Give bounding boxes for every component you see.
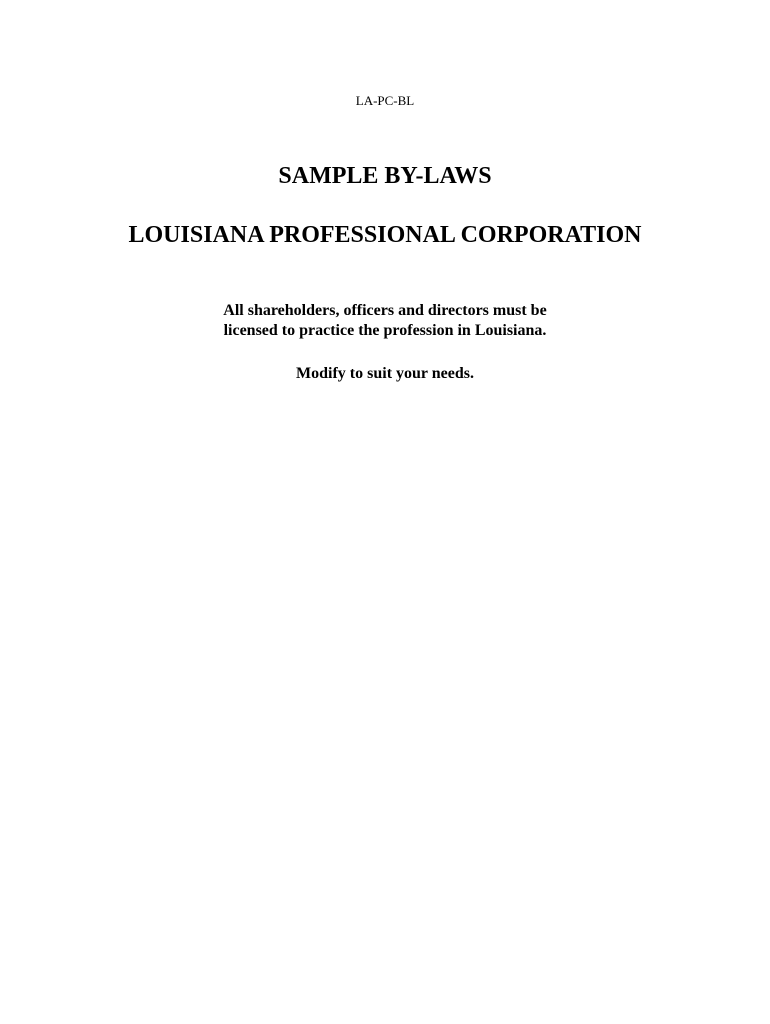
licensing-notice xyxy=(0,301,770,341)
document-title: SAMPLE BY-LAWS xyxy=(278,163,492,189)
document-code: LA-PC-BL xyxy=(355,93,415,108)
notice-line: licensed to practice the profession in Louisiana. xyxy=(223,322,547,339)
notice-line: All shareholders, officers and directors must be xyxy=(223,302,547,319)
modify-instruction: Modify to suit your needs. xyxy=(296,365,474,382)
document-subtitle: LOUISIANA PROFESSIONAL CORPORATION xyxy=(128,222,642,248)
